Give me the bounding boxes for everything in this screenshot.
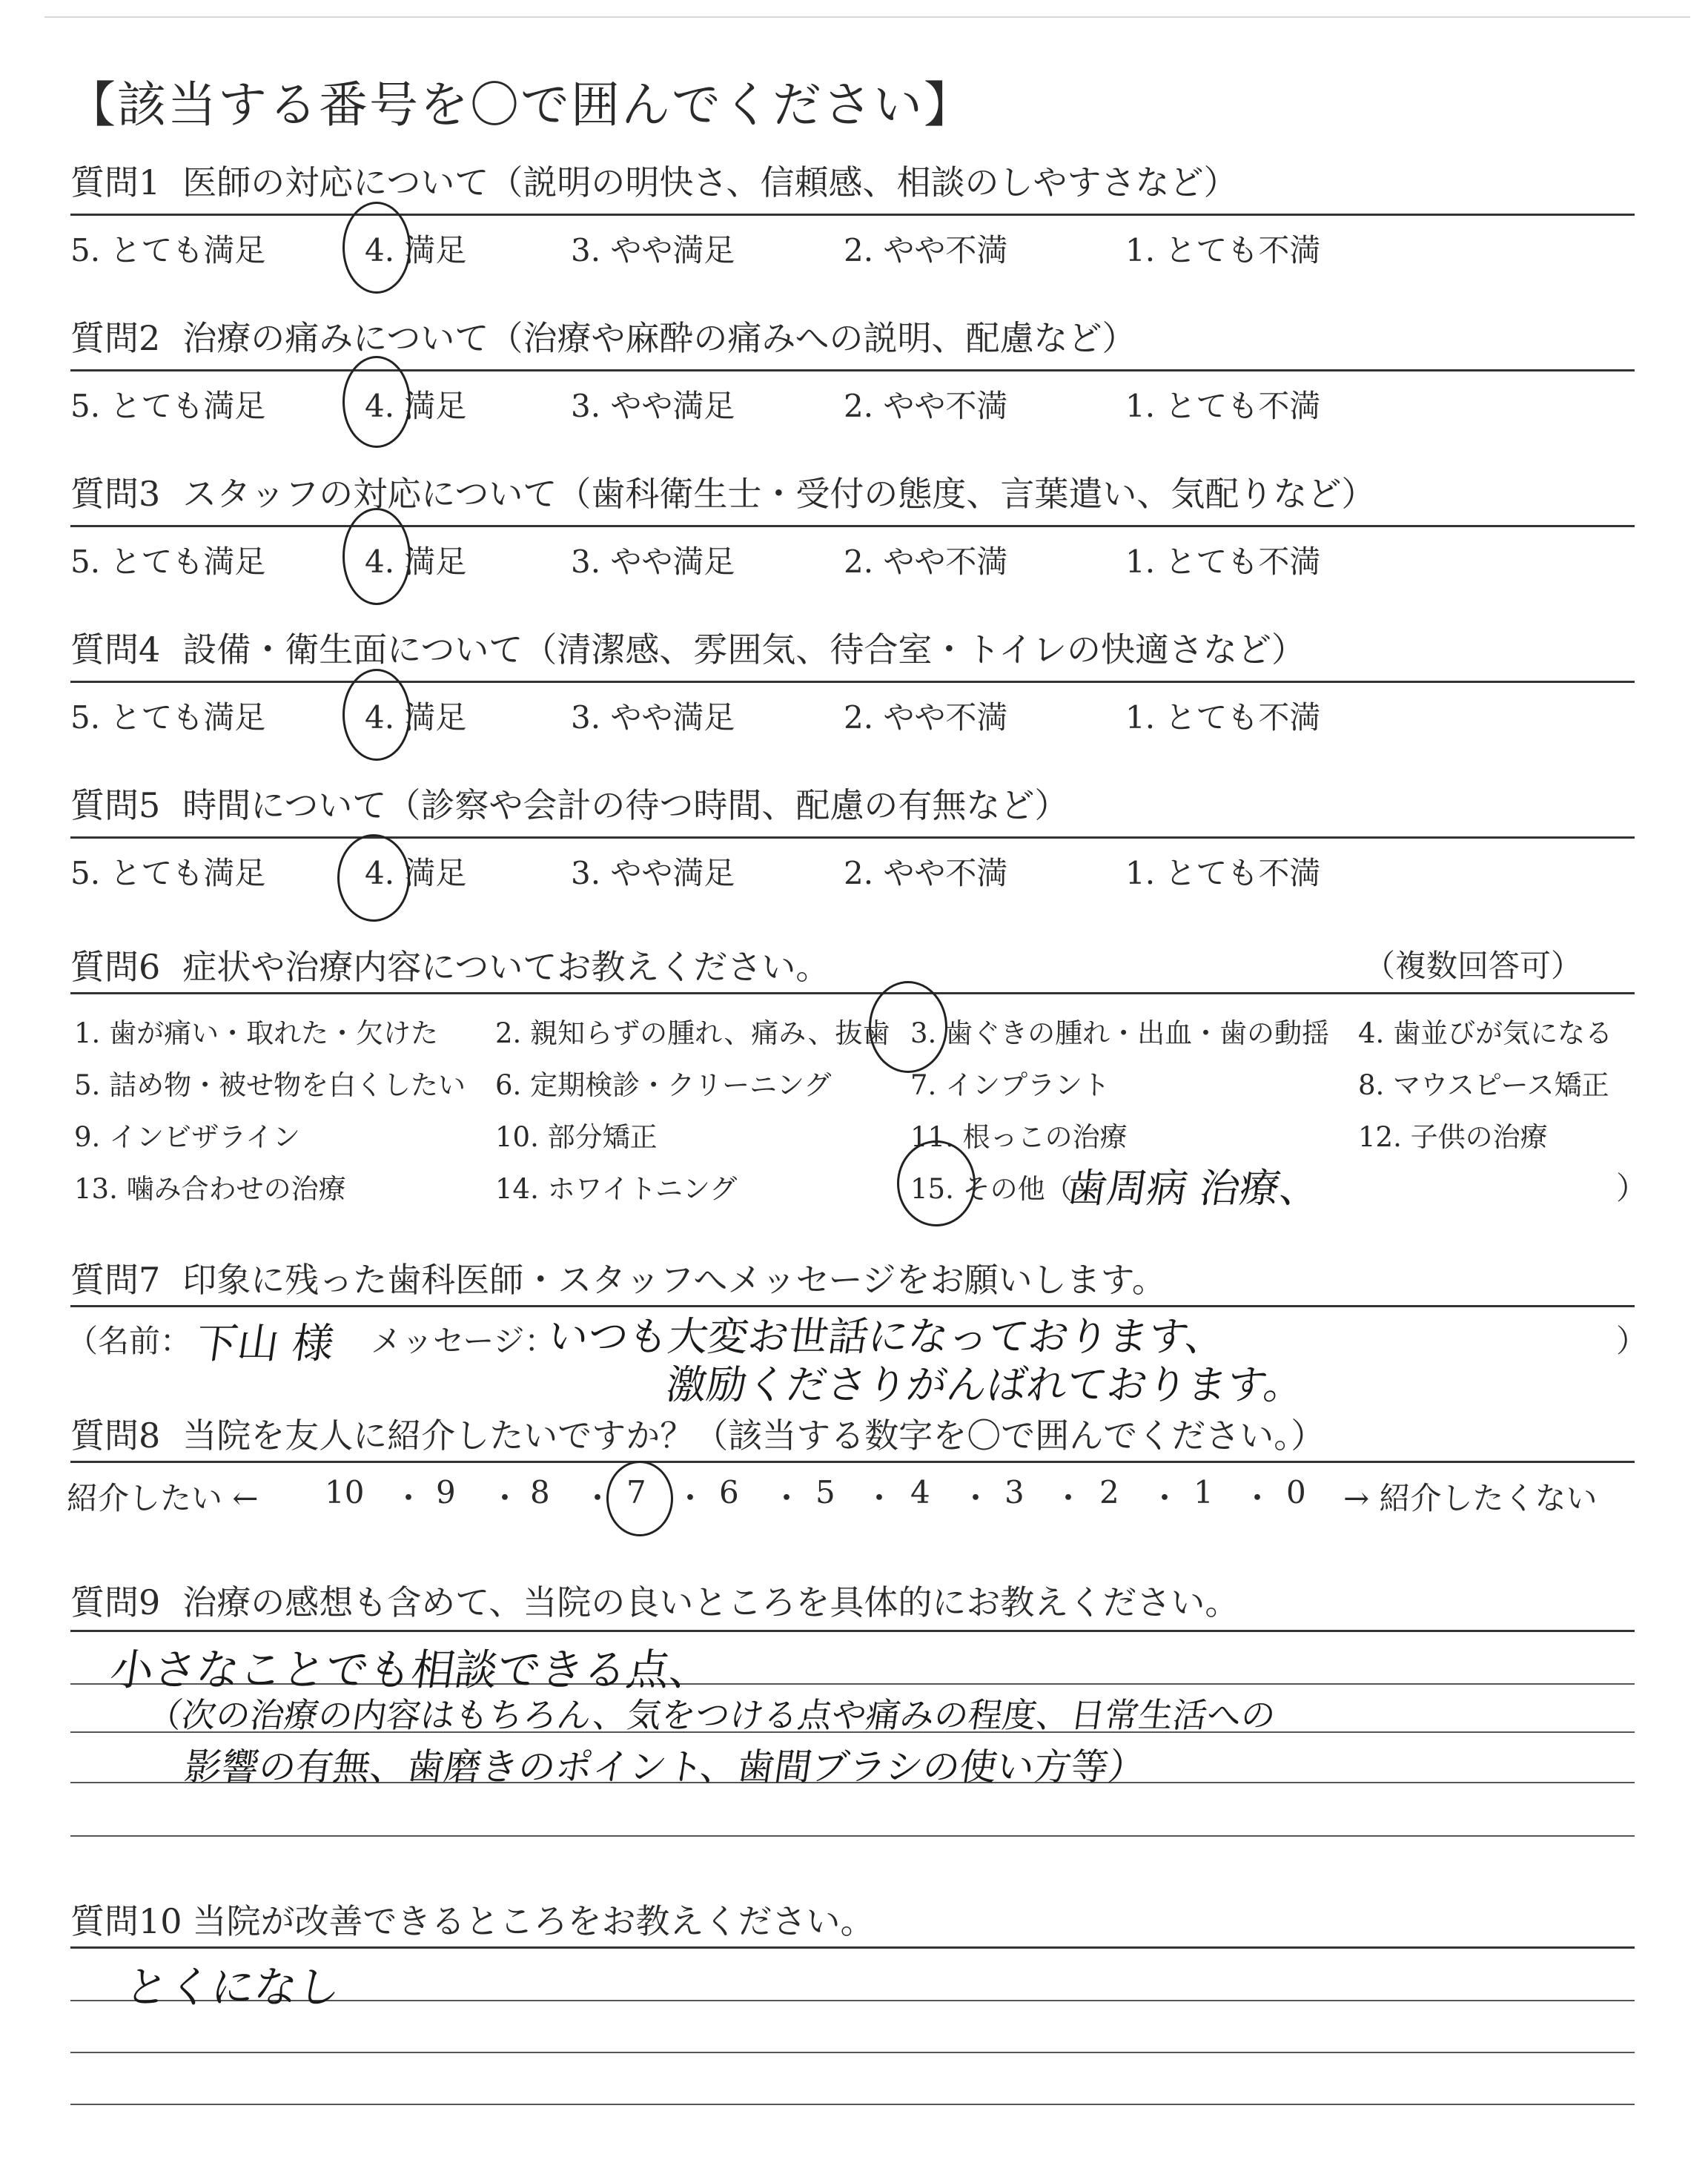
scale-8[interactable]: 8 <box>530 1474 550 1510</box>
scale-dot: ・ <box>582 1480 614 1516</box>
symptom-option-12[interactable]: 12. 子供の治療 <box>1358 1121 1548 1153</box>
question-number: 質問6 <box>70 947 161 987</box>
message-handwritten-line-2: 激励くださりがんばれております。 <box>663 1361 1308 1408</box>
selection-circle-mark <box>342 202 411 294</box>
symptom-option-10[interactable]: 10. 部分矯正 <box>495 1121 658 1153</box>
symptom-option-4[interactable]: 4. 歯並びが気になる <box>1358 1017 1613 1049</box>
rating-option-5[interactable]: 5. とても満足 <box>70 388 266 424</box>
rating-option-1[interactable]: 1. とても不満 <box>1125 232 1321 268</box>
question-text: 治療の感想も含めて、当院の良いところを具体的にお教えください。 <box>182 1582 1239 1622</box>
question-number: 質問9 <box>70 1582 161 1622</box>
symptom-option-6[interactable]: 6. 定期検診・クリーニング <box>495 1069 832 1101</box>
answer-handwritten-line-3: 影響の有無、歯磨きのポイント、歯間ブラシの使い方等） <box>182 1745 1149 1789</box>
rating-option-4[interactable]: 4. 満足 <box>365 232 467 268</box>
question-number: 質問5 <box>70 785 161 825</box>
rating-option-4[interactable]: 4. 満足 <box>365 544 467 580</box>
answer-line <box>70 1835 1635 1837</box>
scale-9[interactable]: 9 <box>436 1474 456 1510</box>
symptom-option-5[interactable]: 5. 詰め物・被せ物を白くしたい <box>74 1069 466 1101</box>
question-7-header <box>70 1253 1166 1302</box>
rating-option-2[interactable]: 2. やや不満 <box>844 232 1008 268</box>
rating-option-2[interactable]: 2. やや不満 <box>844 855 1008 891</box>
answer-handwritten-line-1: 小さなことでも相談できる点、 <box>107 1645 717 1695</box>
question-rule <box>70 525 1635 527</box>
scale-dot: ・ <box>1149 1480 1181 1516</box>
symptom-option-2[interactable]: 2. 親知らずの腫れ、痛み、抜歯 <box>495 1017 890 1049</box>
scale-0[interactable]: 0 <box>1286 1474 1306 1510</box>
selection-circle-mark <box>869 981 947 1073</box>
symptom-option-11[interactable]: 11. 根っこの治療 <box>910 1121 1128 1153</box>
question-2-header <box>70 311 1136 360</box>
rating-option-3[interactable]: 3. やや満足 <box>571 388 735 424</box>
scale-dot: ・ <box>1242 1480 1274 1516</box>
question-3-header <box>70 467 1375 516</box>
question-number: 質問4 <box>70 630 161 670</box>
selection-circle-mark <box>337 834 410 922</box>
scale-right-label: → 紹介したくない <box>1343 1480 1598 1516</box>
question-5-header <box>70 779 1068 828</box>
selection-circle-mark <box>342 508 411 605</box>
other-handwritten-answer: 歯周病 治療、 <box>1064 1165 1324 1212</box>
question-text: 印象に残った歯科医師・スタッフへメッセージをお願いします。 <box>182 1260 1166 1300</box>
rating-option-4[interactable]: 4. 満足 <box>365 855 467 891</box>
rating-option-3[interactable]: 3. やや満足 <box>571 699 735 736</box>
message-close-paren: ） <box>1616 1323 1648 1359</box>
rating-option-2[interactable]: 2. やや不満 <box>844 544 1008 580</box>
symptom-option-9[interactable]: 9. インビザライン <box>74 1121 300 1153</box>
question-10-header <box>70 1895 875 1943</box>
scale-7[interactable]: 7 <box>626 1474 646 1510</box>
scale-dot: ・ <box>489 1480 521 1516</box>
symptom-option-15[interactable]: 15. その他（ <box>910 1173 1073 1205</box>
answer-handwritten: とくになし <box>122 1962 345 2012</box>
rating-option-4[interactable]: 4. 満足 <box>365 699 467 736</box>
scale-5[interactable]: 5 <box>815 1474 835 1510</box>
scale-6[interactable]: 6 <box>719 1474 739 1510</box>
question-9-header <box>70 1576 1239 1625</box>
scale-dot: ・ <box>960 1480 992 1516</box>
scale-10[interactable]: 10 <box>325 1474 365 1510</box>
rating-option-5[interactable]: 5. とても満足 <box>70 232 266 268</box>
scale-left-label: 紹介したい ← <box>67 1480 259 1516</box>
question-8-header <box>70 1409 1325 1458</box>
scale-dot: ・ <box>393 1480 425 1516</box>
scale-dot: ・ <box>1053 1480 1085 1516</box>
question-text: 医師の対応について（説明の明快さ、信頼感、相談のしやすさなど） <box>182 162 1238 202</box>
question-rule <box>70 1461 1635 1463</box>
selection-circle-mark <box>606 1461 673 1536</box>
other-close-paren: ） <box>1616 1170 1648 1206</box>
question-text: 治療の痛みについて（治療や麻酔の痛みへの説明、配慮など） <box>182 318 1136 358</box>
answer-handwritten-line-2: （次の治療の内容はもちろん、気をつける点や痛みの程度、日常生活への <box>145 1695 1279 1735</box>
symptom-option-13[interactable]: 13. 噛み合わせの治療 <box>74 1173 346 1205</box>
scale-dot: ・ <box>675 1480 706 1516</box>
question-rule <box>70 1630 1635 1632</box>
question-rule <box>70 681 1635 683</box>
question-6-header <box>70 940 830 989</box>
question-number: 質問8 <box>70 1416 161 1456</box>
question-rule <box>70 992 1635 994</box>
selection-circle-mark <box>342 669 411 761</box>
symptom-option-1[interactable]: 1. 歯が痛い・取れた・欠けた <box>74 1017 439 1049</box>
message-label: メッセージ： <box>371 1323 556 1359</box>
page-title: 【該当する番号を〇で囲んでください】 <box>67 76 974 133</box>
question-4-header <box>70 623 1305 672</box>
rating-option-2[interactable]: 2. やや不満 <box>844 699 1008 736</box>
symptom-option-7[interactable]: 7. インプラント <box>910 1069 1110 1101</box>
question-number: 質問2 <box>70 318 161 358</box>
question-text: 設備・衛生面について（清潔感、雰囲気、待合室・トイレの快適さなど） <box>182 630 1306 670</box>
rating-option-4[interactable]: 4. 満足 <box>365 388 467 424</box>
question-rule <box>70 369 1635 371</box>
rating-option-3[interactable]: 3. やや満足 <box>571 232 735 268</box>
question-text: 時間について（診察や会計の待つ時間、配慮の有無など） <box>182 785 1069 825</box>
name-handwritten: 下山 様 <box>192 1320 337 1368</box>
scale-2[interactable]: 2 <box>1099 1474 1119 1510</box>
answer-line <box>70 2052 1635 2053</box>
question-rule <box>70 836 1635 839</box>
scale-3[interactable]: 3 <box>1004 1474 1025 1510</box>
question-text: スタッフの対応について（歯科衛生士・受付の態度、言葉遣い、気配りなど） <box>182 474 1376 514</box>
rating-option-2[interactable]: 2. やや不満 <box>844 388 1008 424</box>
top-border-line <box>44 16 1690 18</box>
question-rule <box>70 1946 1635 1949</box>
selection-circle-mark <box>342 356 411 448</box>
rating-option-5[interactable]: 5. とても満足 <box>70 699 266 736</box>
scale-1[interactable]: 1 <box>1194 1474 1214 1510</box>
selection-circle-mark <box>897 1140 976 1226</box>
scale-dot: ・ <box>864 1480 896 1516</box>
name-label: （名前： <box>67 1323 192 1359</box>
multiple-answers-note: （複数回答可） <box>1364 948 1583 984</box>
rating-option-5[interactable]: 5. とても満足 <box>70 544 266 580</box>
answer-line <box>70 2104 1635 2105</box>
question-number: 質問3 <box>70 474 161 514</box>
symptom-option-3[interactable]: 3. 歯ぐきの腫れ・出血・歯の動揺 <box>910 1017 1330 1049</box>
question-text: 当院が改善できるところをお教えください。 <box>192 1901 875 1941</box>
question-number: 質問10 <box>70 1901 182 1941</box>
question-number: 質問7 <box>70 1260 161 1300</box>
rating-option-3[interactable]: 3. やや満足 <box>571 544 735 580</box>
question-rule <box>70 214 1635 216</box>
symptom-option-8[interactable]: 8. マウスピース矯正 <box>1358 1069 1609 1101</box>
rating-option-5[interactable]: 5. とても満足 <box>70 855 266 891</box>
question-text: 症状や治療内容についてお教えください。 <box>182 947 830 987</box>
question-number: 質問1 <box>70 162 161 202</box>
question-1-header <box>70 156 1238 205</box>
symptom-option-14[interactable]: 14. ホワイトニング <box>495 1173 738 1205</box>
rating-option-1[interactable]: 1. とても不満 <box>1125 699 1321 736</box>
rating-option-3[interactable]: 3. やや満足 <box>571 855 735 891</box>
scale-4[interactable]: 4 <box>910 1474 930 1510</box>
rating-option-1[interactable]: 1. とても不満 <box>1125 388 1321 424</box>
rating-option-1[interactable]: 1. とても不満 <box>1125 855 1321 891</box>
question-text: 当院を友人に紹介したいですか？（該当する数字を〇で囲んでください。） <box>182 1416 1325 1456</box>
rating-option-1[interactable]: 1. とても不満 <box>1125 544 1321 580</box>
message-handwritten-line-1: いつも大変お世話になっております、 <box>545 1313 1229 1360</box>
scale-dot: ・ <box>771 1480 803 1516</box>
